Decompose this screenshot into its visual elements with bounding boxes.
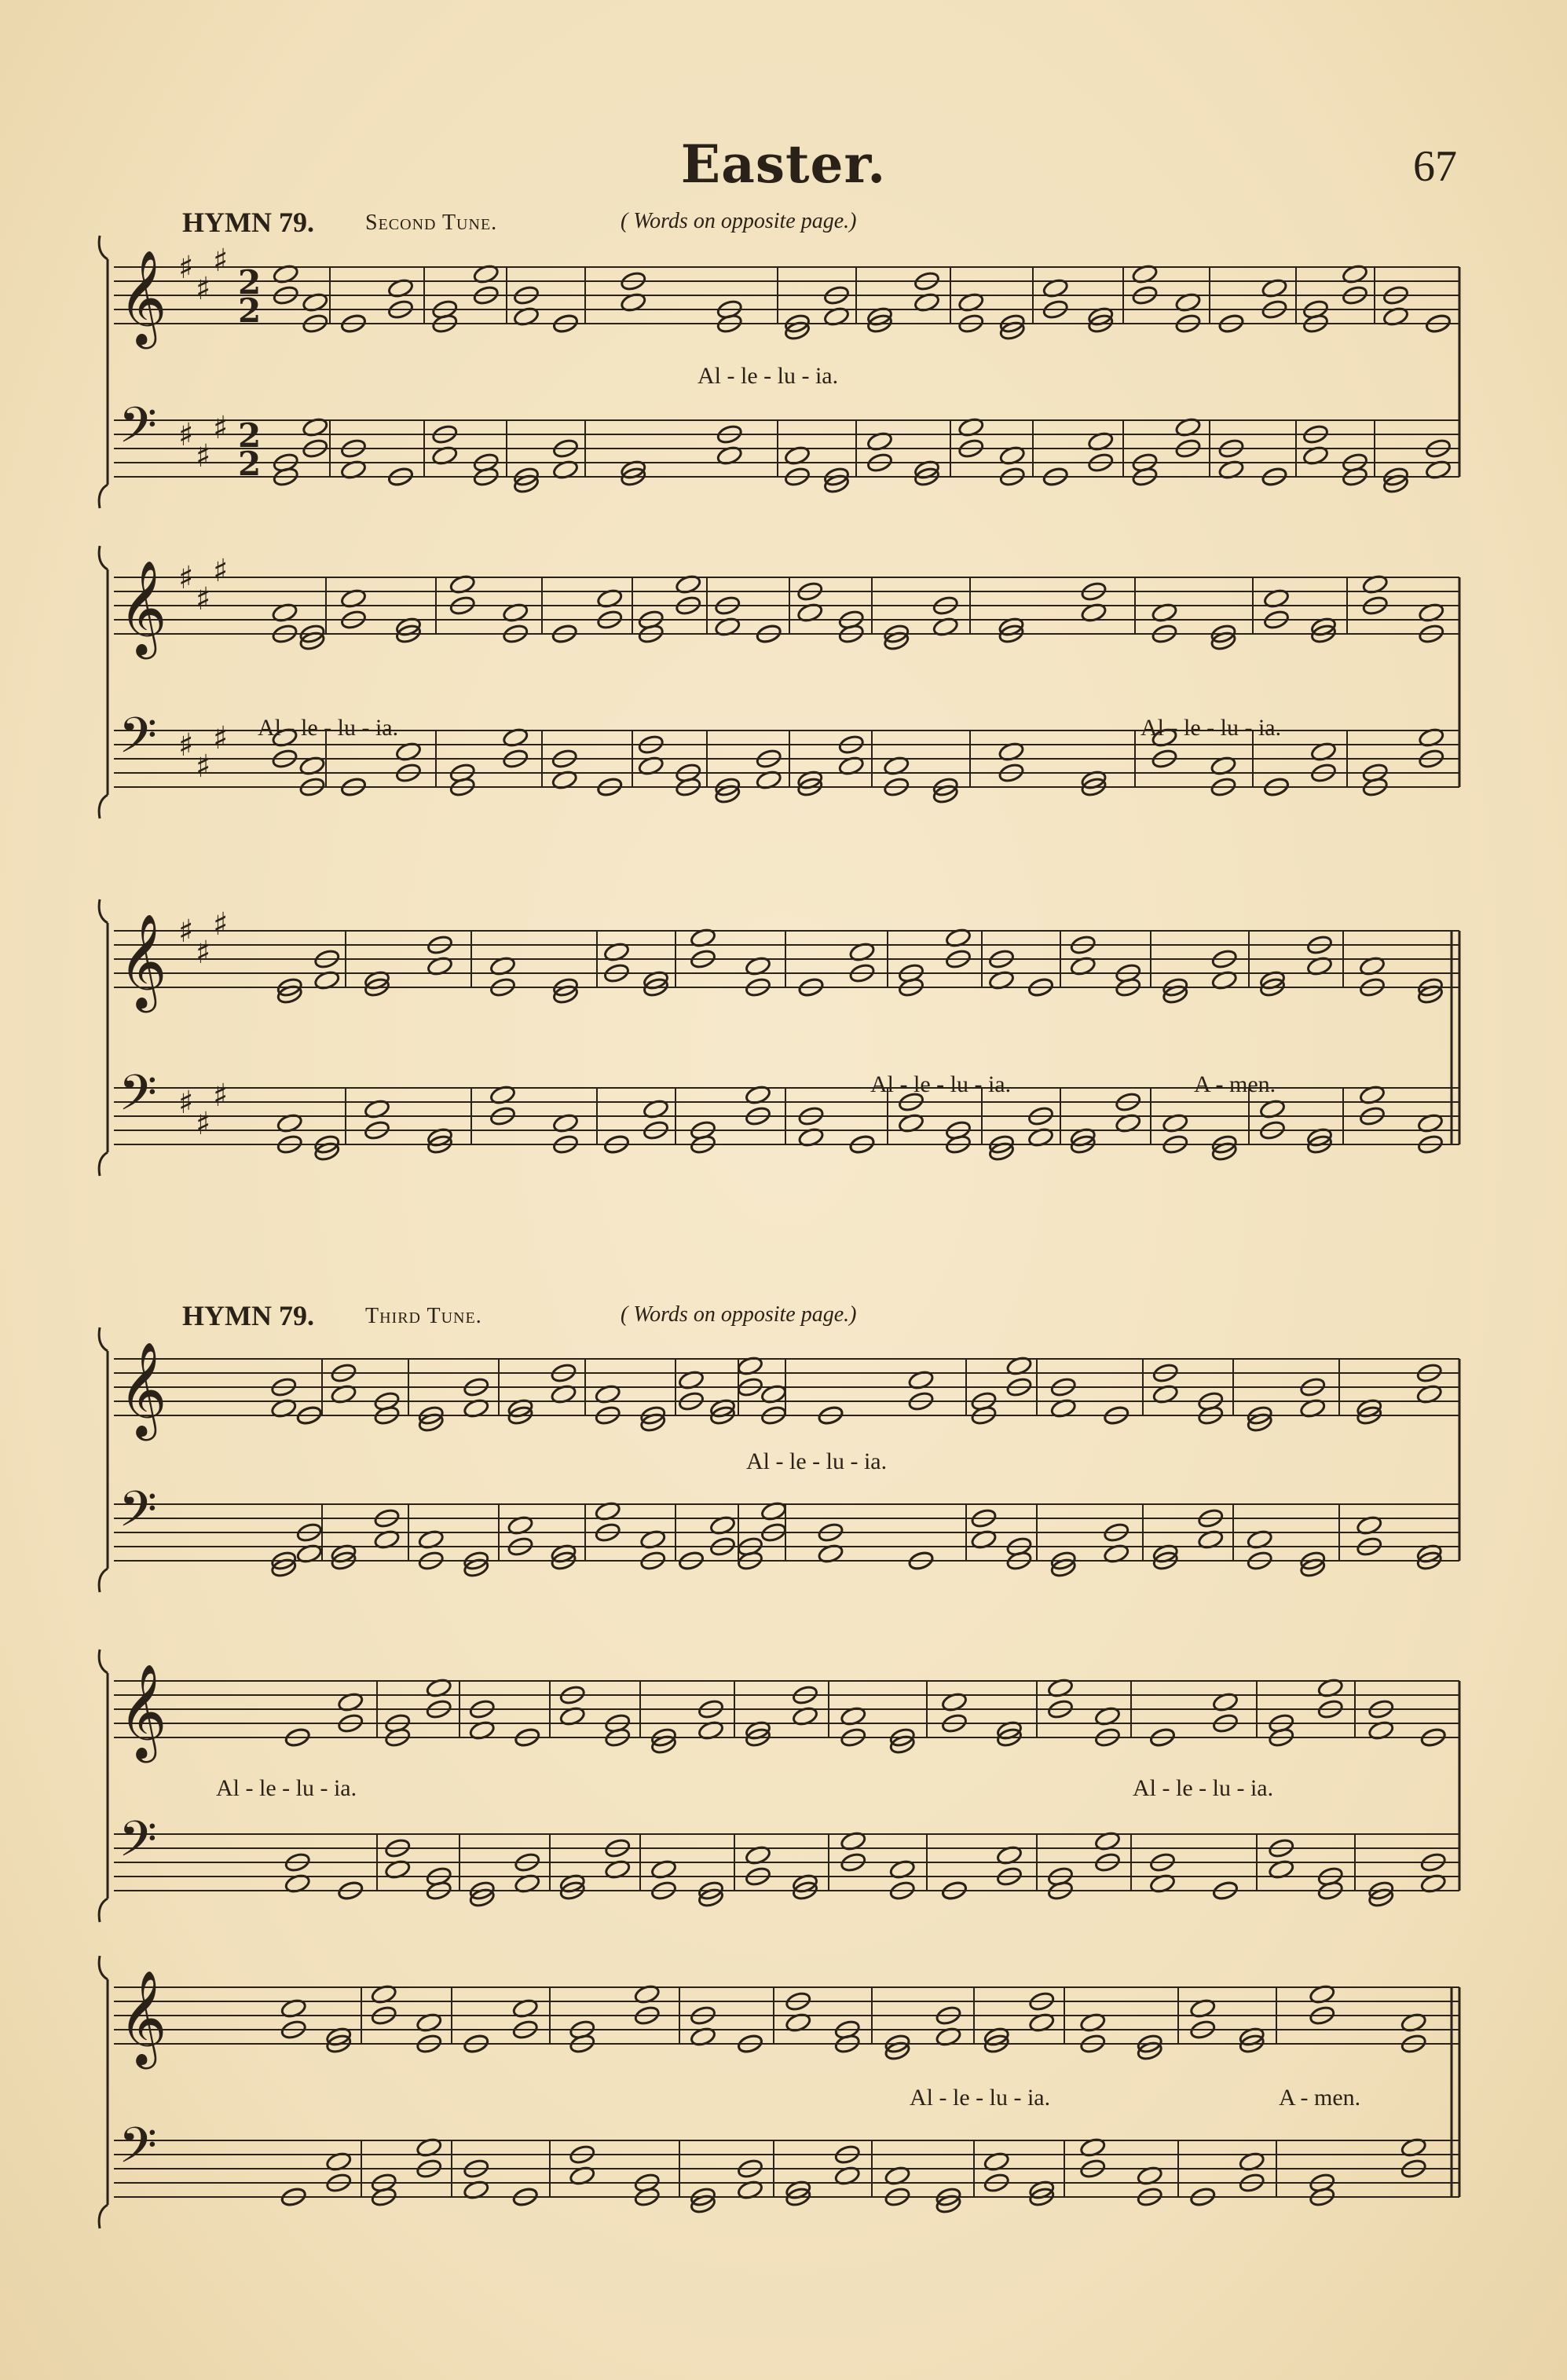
treble-clef-icon: 𝄞 xyxy=(119,1663,167,1759)
lyric-line: Al - le - lu - ia. xyxy=(746,1448,888,1474)
system-bracket-hook xyxy=(99,899,108,923)
system-bracket-hook xyxy=(99,485,108,508)
bass-clef-icon: 𝄢 xyxy=(119,396,157,466)
treble-clef-icon: 𝄞 xyxy=(119,1969,167,2065)
lyric-line: Al - le - lu - ia. xyxy=(216,1775,357,1801)
sharp-icon: ♯ xyxy=(213,906,229,943)
system-bracket-hook xyxy=(99,1569,108,1592)
tune-name: Second Tune. xyxy=(365,211,498,235)
treble-clef-icon: 𝄞 xyxy=(119,249,167,345)
sharp-icon: ♯ xyxy=(196,581,211,617)
treble-clef-icon: 𝄞 xyxy=(119,559,167,655)
hymn-number: HYMN 79. xyxy=(182,1300,314,1331)
sharp-icon: ♯ xyxy=(196,935,211,971)
bass-clef-icon: 𝄢 xyxy=(119,1480,157,1550)
sharp-icon: ♯ xyxy=(178,727,194,763)
bass-clef-icon: 𝄢 xyxy=(119,1810,157,1880)
sharp-icon: ♯ xyxy=(213,1078,229,1114)
sharp-icon: ♯ xyxy=(213,243,229,279)
sharp-icon: ♯ xyxy=(178,560,194,596)
tune-name: Third Tune. xyxy=(365,1304,482,1328)
time-signature-top: 2 xyxy=(238,263,262,302)
treble-clef-icon: 𝄞 xyxy=(119,913,167,1009)
lyric-line: Al - le - lu - ia. xyxy=(258,715,399,741)
sharp-icon: ♯ xyxy=(196,749,211,785)
treble-clef-icon: 𝄞 xyxy=(119,1341,167,1437)
system-bracket-hook xyxy=(99,1956,108,1979)
bass-clef-icon: 𝄢 xyxy=(119,1064,157,1133)
lyric-line: Al - le - lu - ia. xyxy=(697,363,839,389)
lyric-line: Al - le - lu - ia. xyxy=(1133,1775,1274,1801)
lyric-line: Al - le - lu - ia. xyxy=(870,1071,1012,1097)
sharp-icon: ♯ xyxy=(213,720,229,756)
lyric-line: Al - le - lu - ia. xyxy=(1140,715,1282,741)
system-bracket-hook xyxy=(99,1327,108,1351)
sharp-icon: ♯ xyxy=(196,1106,211,1142)
system-bracket-hook xyxy=(99,1650,108,1673)
words-reference: ( Words on opposite page.) xyxy=(621,209,857,233)
page-number: 67 xyxy=(1413,142,1457,191)
sharp-icon: ♯ xyxy=(178,914,194,950)
lyric-line: Al - le - lu - ia. xyxy=(910,2085,1051,2111)
time-signature-bottom: 2 xyxy=(238,445,262,483)
sharp-icon: ♯ xyxy=(213,410,229,446)
time-signature-bottom: 2 xyxy=(238,291,262,330)
time-signature-top: 2 xyxy=(238,416,262,455)
sharp-icon: ♯ xyxy=(196,271,211,307)
words-reference: ( Words on opposite page.) xyxy=(621,1302,857,1327)
sharp-icon: ♯ xyxy=(178,250,194,286)
bass-clef-icon: 𝄢 xyxy=(119,2116,157,2186)
sharp-icon: ♯ xyxy=(178,1085,194,1121)
system-bracket-hook xyxy=(99,236,108,259)
system-bracket-hook xyxy=(99,1899,108,1922)
sharp-icon: ♯ xyxy=(178,417,194,453)
sharp-icon: ♯ xyxy=(213,553,229,589)
system-bracket-hook xyxy=(99,795,108,818)
sharp-icon: ♯ xyxy=(196,438,211,474)
system-bracket-hook xyxy=(99,546,108,569)
bass-clef-icon: 𝄢 xyxy=(119,706,157,776)
hymn-number: HYMN 79. xyxy=(182,207,314,238)
page-title: Easter. xyxy=(680,134,887,195)
system-bracket-hook xyxy=(99,2205,108,2228)
system-bracket-hook xyxy=(99,1152,108,1176)
lyric-line: A - men. xyxy=(1279,2085,1361,2111)
lyric-line: A - men. xyxy=(1194,1071,1276,1097)
